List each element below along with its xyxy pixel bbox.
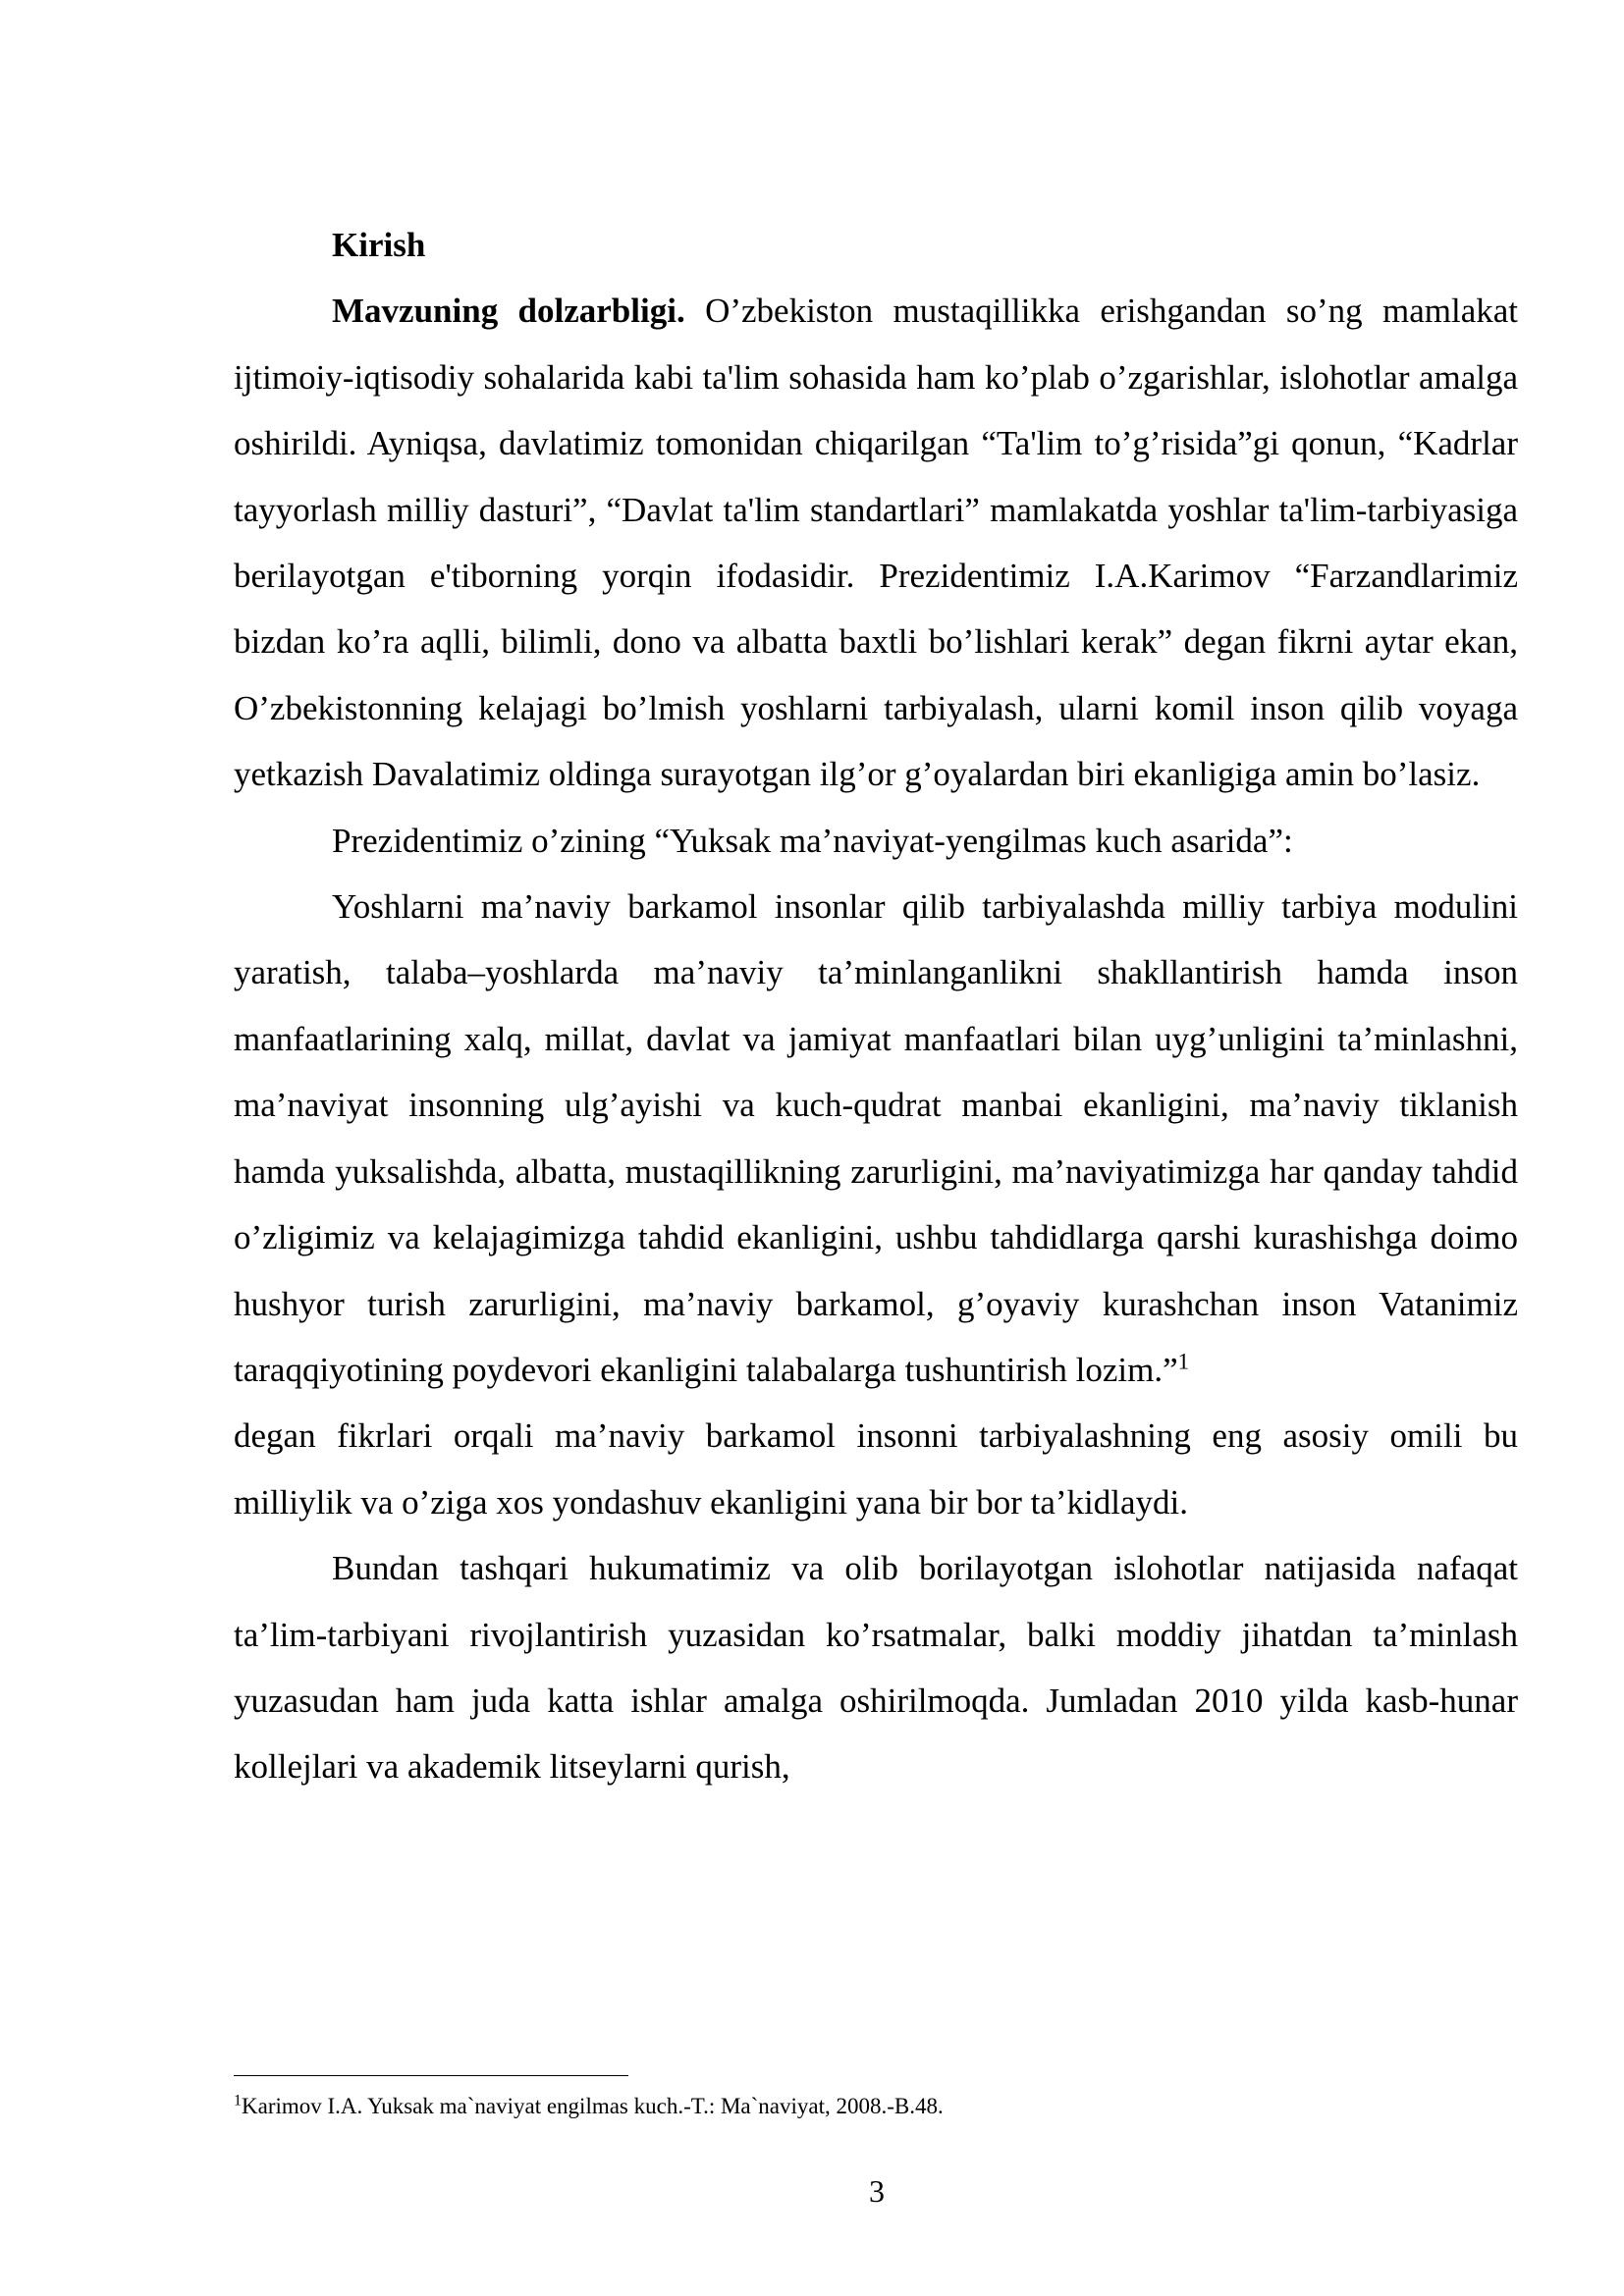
footnote-divider (234, 2075, 628, 2076)
paragraph-continuation: degan fikrlari orqali ma’naviy barkamol insonni tarbiyalashning eng asosiy omili bu milliylik va o’ziga xos yondashuv ekanligini yana bir bor ta’kidlaydi. (234, 1416, 1518, 1522)
footnote (234, 2085, 1518, 2128)
main-text (234, 212, 1518, 1800)
footnote-text: Karimov I.A. Yuksak ma`naviyat engilmas kuch.-T.: Ma`naviyat, 2008.-B.48. (242, 2094, 944, 2118)
paragraph-quote (234, 874, 1518, 1403)
footnote-marker: 1 (234, 2092, 242, 2109)
paragraph-relevance (234, 278, 1518, 807)
paragraph-president-work: Prezidentimiz o’zining “Yuksak ma’naviyat-yengilmas kuch asarida”: (332, 821, 1293, 860)
paragraph-government: Bundan tashqari hukumatimiz va olib borilayotgan islohotlar natijasida nafaqat ta’lim-tarbiyani rivojlantirish yuzasidan ko’rsatmalar, balki moddiy jihatdan ta’minlash yuzasudan ham juda katta ishlar amalga oshirilmoqda. Jumladan 2010 yilda kasb-hunar kollejlari va akademik litseylarni qurish, (234, 1549, 1518, 1787)
quote-text: Yoshlarni ma’naviy barkamol insonlar qilib tarbiyalashda milliy tarbiya modulini yaratish, talaba–yoshlarda ma’naviy ta’minlanganlikni shakllantirish hamda inson manfaatlarining xalq, millat, davlat va jamiyat manfaatlari bilan uyg’unligini ta’minlashni, ma’naviyat insonning ulg’ayishi va kuch-qudrat manbai ekanligini, ma’naviy tiklanish hamda yuksalishda, albatta, mustaqillikning zarurligini, ma’naviyatimizga har qanday tahdid o’zligimiz va kelajagimizga tahdid ekanligini, ushbu tahdidlarga qarshi kurashishga doimo hushyor turish zarurligini, ma’naviy barkamol, g’oyaviy kurashchan inson Vatanimiz taraqqiyotining poydevori ekanligini talabalarga tushuntirish lozim.” (234, 887, 1518, 1389)
paragraph-relevance-body: O’zbekiston mustaqillikka erishgandan so’ng mamlakat ijtimoiy-iqtisodiy sohalarida kabi ta'lim sohasida ham ko’plab o’zgarishlar, islohotlar amalga oshirildi. Ayniqsa, davlatimiz tomonidan chiqarilgan “Ta'lim to’g’risida”gi qonun, “Kadrlar tayyorlash milliy dasturi”, “Davlat ta'lim standartlari” mamlakatda yoshlar ta'lim-tarbiyasiga berilayotgan e'tiborning yorqin ifodasidir. Prezidentimiz I.A.Karimov “Farzandlarimiz bizdan ko’ra aqlli, bilimli, dono va albatta baxtli bo’lishlari kerak” degan fikrni aytar ekan, O’zbekistonning kelajagi bo’lmish yoshlarni tarbiyalash, ularni komil inson qilib voyaga yetkazish Davalatimiz oldinga surayotgan ilg’or g’oyalardan biri ekanligiga amin bo’lasiz. (234, 292, 1518, 794)
page-number: 3 (869, 2173, 885, 2209)
footnote-reference: 1 (1177, 1349, 1190, 1374)
section-heading: Kirish (332, 226, 426, 264)
paragraph-lead: Mavzuning dolzarbligi. (332, 292, 685, 331)
